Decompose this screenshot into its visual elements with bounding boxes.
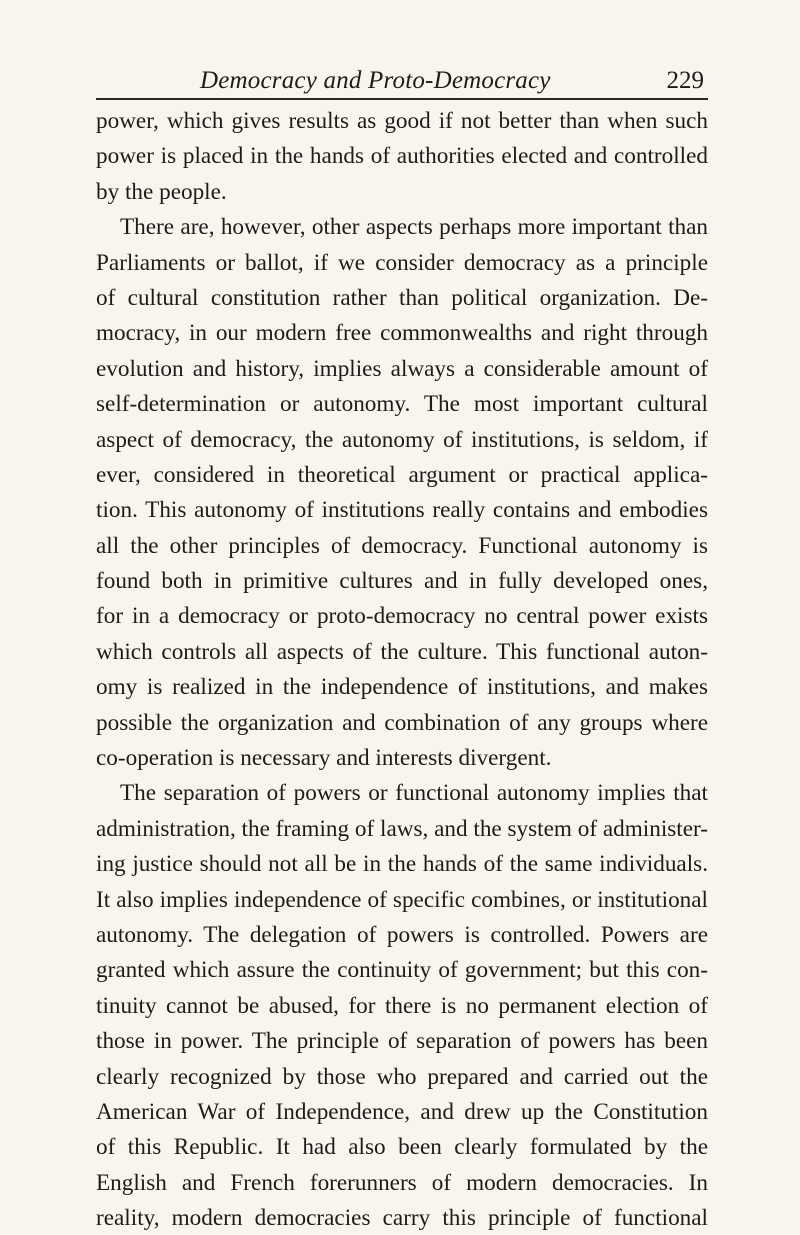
text-line: English and French forerunners of modern democracies. In: [96, 1169, 708, 1196]
text-line: tinuity cannot be abused, for there is no permanent election of: [96, 992, 708, 1019]
text-line: omy is realized in the independence of institutions, and makes: [96, 674, 708, 701]
text-line: evolution and history, implies always a considerable amount of: [96, 355, 708, 382]
text-line: possible the organization and combination of any groups where: [96, 709, 708, 736]
text-line: Parliaments or ballot, if we consider democracy as a principle: [96, 249, 708, 276]
running-title: Democracy and Proto-Democracy: [200, 67, 551, 94]
text-line: for in a democracy or proto-democracy no central power exists: [96, 603, 708, 630]
text-line: self-determination or autonomy. The most important cultural: [96, 391, 708, 418]
text-line: of this Republic. It had also been clearly formulated by the: [96, 1134, 708, 1161]
text-line: ever, considered in theoretical argument or practical applica-: [96, 461, 708, 488]
text-line: mocracy, in our modern free commonwealths and right through: [96, 320, 708, 347]
text-line: There are, however, other aspects perhaps more important than: [120, 214, 708, 241]
text-line: power, which gives results as good if not better than when such: [96, 108, 708, 134]
text-line: It also implies independence of specific combines, or institutional: [96, 886, 708, 913]
text-line: ing justice should not all be in the hands of the same individuals.: [96, 851, 708, 878]
text-line: found both in primitive cultures and in fully developed ones,: [96, 568, 708, 595]
body-text: [96, 104, 708, 1235]
page-number: 229: [666, 67, 704, 94]
text-line: The separation of powers or functional autonomy implies that: [120, 780, 708, 807]
text-line: granted which assure the continuity of government; but this con-: [96, 957, 708, 984]
text-line: tion. This autonomy of institutions really contains and embodies: [96, 497, 708, 524]
text-line: American War of Independence, and drew up the Constitution: [96, 1098, 708, 1125]
header-rule: [96, 98, 708, 100]
text-line: power is placed in the hands of authorities elected and controlled: [96, 143, 708, 170]
text-line: co-operation is necessary and interests divergent.: [96, 745, 552, 772]
text-line: reality, modern democracies carry this principle of functional: [96, 1205, 708, 1232]
text-line: autonomy. The delegation of powers is controlled. Powers are: [96, 921, 708, 948]
text-line: aspect of democracy, the autonomy of institutions, is seldom, if: [96, 426, 708, 453]
text-line: those in power. The principle of separation of powers has been: [96, 1028, 708, 1055]
text-line: clearly recognized by those who prepared and carried out the: [96, 1063, 708, 1090]
running-head: [96, 63, 708, 99]
text-line: administration, the framing of laws, and the system of administer-: [96, 815, 708, 842]
text-line: by the people.: [96, 178, 227, 205]
text-line: all the other principles of democracy. Functional autonomy is: [96, 532, 708, 559]
text-line: of cultural constitution rather than political organization. De-: [96, 284, 708, 311]
text-line: which controls all aspects of the culture. This functional auton-: [96, 638, 708, 665]
